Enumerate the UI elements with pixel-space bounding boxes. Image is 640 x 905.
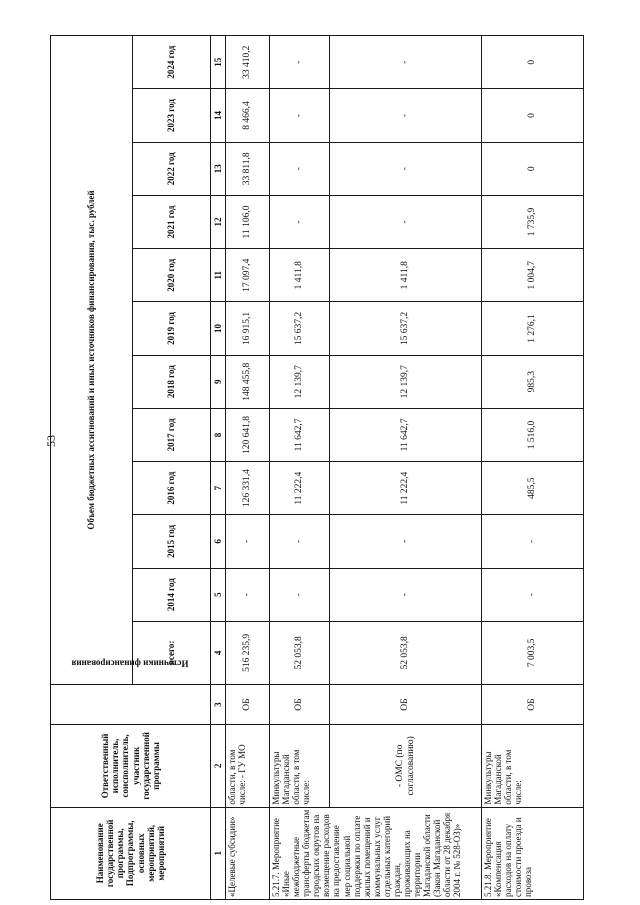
row-value: 1 004,7 bbox=[482, 249, 584, 302]
row-value: 15 637,2 bbox=[330, 302, 482, 355]
row-value: - bbox=[330, 195, 482, 248]
header-year: 2014 год bbox=[133, 568, 211, 621]
row-value: 8 466,4 bbox=[226, 89, 270, 142]
row-name: 5.21.8. Мероприятие «Компенсация расходов на оплату стоимости проезда и провоза bbox=[482, 807, 584, 899]
row-responsible: области, в том числе: - ГУ МО bbox=[226, 725, 270, 807]
row-value: 985,3 bbox=[482, 355, 584, 408]
row-value: - bbox=[270, 568, 330, 621]
row-responsible: Минкультуры Магаданской области, в том числе: bbox=[270, 725, 330, 807]
row-value: 1 276,1 bbox=[482, 302, 584, 355]
column-index: 15 bbox=[211, 36, 226, 89]
row-value: - bbox=[226, 568, 270, 621]
column-index: 11 bbox=[211, 249, 226, 302]
row-value: 485,5 bbox=[482, 462, 584, 515]
header-year: 2023 год bbox=[133, 89, 211, 142]
column-index: 5 bbox=[211, 568, 226, 621]
row-source: ОБ bbox=[482, 685, 584, 725]
header-year: 2018 год bbox=[133, 355, 211, 408]
header-responsible: Ответственный исполнитель, соисполнитель, участник государственной программы bbox=[51, 725, 211, 807]
header-funding: Объем бюджетных ассигнований и иных источников финансирования, тыс. рублей bbox=[51, 36, 133, 685]
page-number: 53 bbox=[44, 435, 58, 447]
row-value: - bbox=[270, 89, 330, 142]
row-source: ОБ bbox=[226, 685, 270, 725]
column-index: 14 bbox=[211, 89, 226, 142]
row-value: 0 bbox=[482, 142, 584, 195]
column-index: 3 bbox=[211, 685, 226, 725]
row-value: 11 106,0 bbox=[226, 195, 270, 248]
header-year: 2020 год bbox=[133, 249, 211, 302]
row-value: - bbox=[482, 568, 584, 621]
row-total: 516 235,9 bbox=[226, 621, 270, 684]
row-value: 12 139,7 bbox=[330, 355, 482, 408]
row-responsible: - ОМС (по согласованию) bbox=[330, 725, 482, 807]
row-value: 1 411,8 bbox=[330, 249, 482, 302]
row-source: ОБ bbox=[330, 685, 482, 725]
row-value: 126 331,4 bbox=[226, 462, 270, 515]
header-year: 2021 год bbox=[133, 195, 211, 248]
column-index: 6 bbox=[211, 515, 226, 568]
header-source: Источники финансирования bbox=[72, 658, 189, 669]
row-value: - bbox=[482, 515, 584, 568]
column-index: 13 bbox=[211, 142, 226, 195]
row-name: 5.21.7. Мероприятие «Иные межбюджетные трансферты бюджетам городских округов на возмещение расходов на предоставление мер социальной поддержки по оплате жилых помещений и коммунальных услуг отдельных категорий граждан, проживающих на территории Магаданской области (Закон Магаданской области от 28 декабря 2004 г. № 528-ОЗ)» bbox=[270, 807, 482, 899]
header-year: 2024 год bbox=[133, 36, 211, 89]
header-year: 2019 год bbox=[133, 302, 211, 355]
column-index: 10 bbox=[211, 302, 226, 355]
header-year: 2017 год bbox=[133, 408, 211, 461]
row-value: - bbox=[270, 515, 330, 568]
rotated-table-frame bbox=[50, 35, 582, 900]
header-program-name: Наименование государственной программы, Подпрограммы, основных мероприятий, мероприятий bbox=[51, 807, 211, 899]
row-responsible: Минкультуры Магаданской области, в том числе: bbox=[482, 725, 584, 807]
header-source-cell bbox=[51, 658, 211, 725]
table-row bbox=[330, 36, 482, 900]
row-value: 120 641,8 bbox=[226, 408, 270, 461]
column-index-row bbox=[211, 36, 226, 900]
row-value: 148 455,8 bbox=[226, 355, 270, 408]
row-value: 1 735,9 bbox=[482, 195, 584, 248]
row-value: 1 411,8 bbox=[270, 249, 330, 302]
row-value: 0 bbox=[482, 89, 584, 142]
row-total: 52 053,8 bbox=[270, 621, 330, 684]
row-value: - bbox=[270, 142, 330, 195]
row-value: 11 222,4 bbox=[330, 462, 482, 515]
row-value: 11 222,4 bbox=[270, 462, 330, 515]
table-row bbox=[482, 36, 584, 900]
column-index: 9 bbox=[211, 355, 226, 408]
row-source: ОБ bbox=[270, 685, 330, 725]
row-value: 16 915,1 bbox=[226, 302, 270, 355]
row-value: 0 bbox=[482, 36, 584, 89]
row-value: 17 097,4 bbox=[226, 249, 270, 302]
row-value: 33 410,2 bbox=[226, 36, 270, 89]
row-value: 11 642,7 bbox=[270, 408, 330, 461]
column-index: 4 bbox=[211, 621, 226, 684]
header-row-1 bbox=[51, 36, 133, 900]
row-value: 1 516,0 bbox=[482, 408, 584, 461]
row-value: - bbox=[270, 36, 330, 89]
row-value: 33 811,8 bbox=[226, 142, 270, 195]
header-total: всего: bbox=[133, 621, 211, 684]
row-total: 52 053,8 bbox=[330, 621, 482, 684]
header-year: 2022 год bbox=[133, 142, 211, 195]
row-value: - bbox=[270, 195, 330, 248]
column-index: 1 bbox=[211, 807, 226, 899]
row-value: 15 637,2 bbox=[270, 302, 330, 355]
row-value: 12 139,7 bbox=[270, 355, 330, 408]
table-row bbox=[226, 36, 270, 900]
row-value: - bbox=[330, 89, 482, 142]
table-row bbox=[270, 36, 330, 900]
header-year: 2016 год bbox=[133, 462, 211, 515]
row-value: - bbox=[330, 36, 482, 89]
row-value: - bbox=[330, 568, 482, 621]
column-index: 7 bbox=[211, 462, 226, 515]
row-value: - bbox=[330, 515, 482, 568]
column-index: 12 bbox=[211, 195, 226, 248]
funding-table bbox=[50, 35, 584, 900]
row-value: - bbox=[330, 142, 482, 195]
row-name: «Целевые субсидии» bbox=[226, 807, 270, 899]
column-index: 8 bbox=[211, 408, 226, 461]
row-total: 7 003,5 bbox=[482, 621, 584, 684]
row-value: - bbox=[226, 515, 270, 568]
row-value: 11 642,7 bbox=[330, 408, 482, 461]
header-year: 2015 год bbox=[133, 515, 211, 568]
column-index: 2 bbox=[211, 725, 226, 807]
